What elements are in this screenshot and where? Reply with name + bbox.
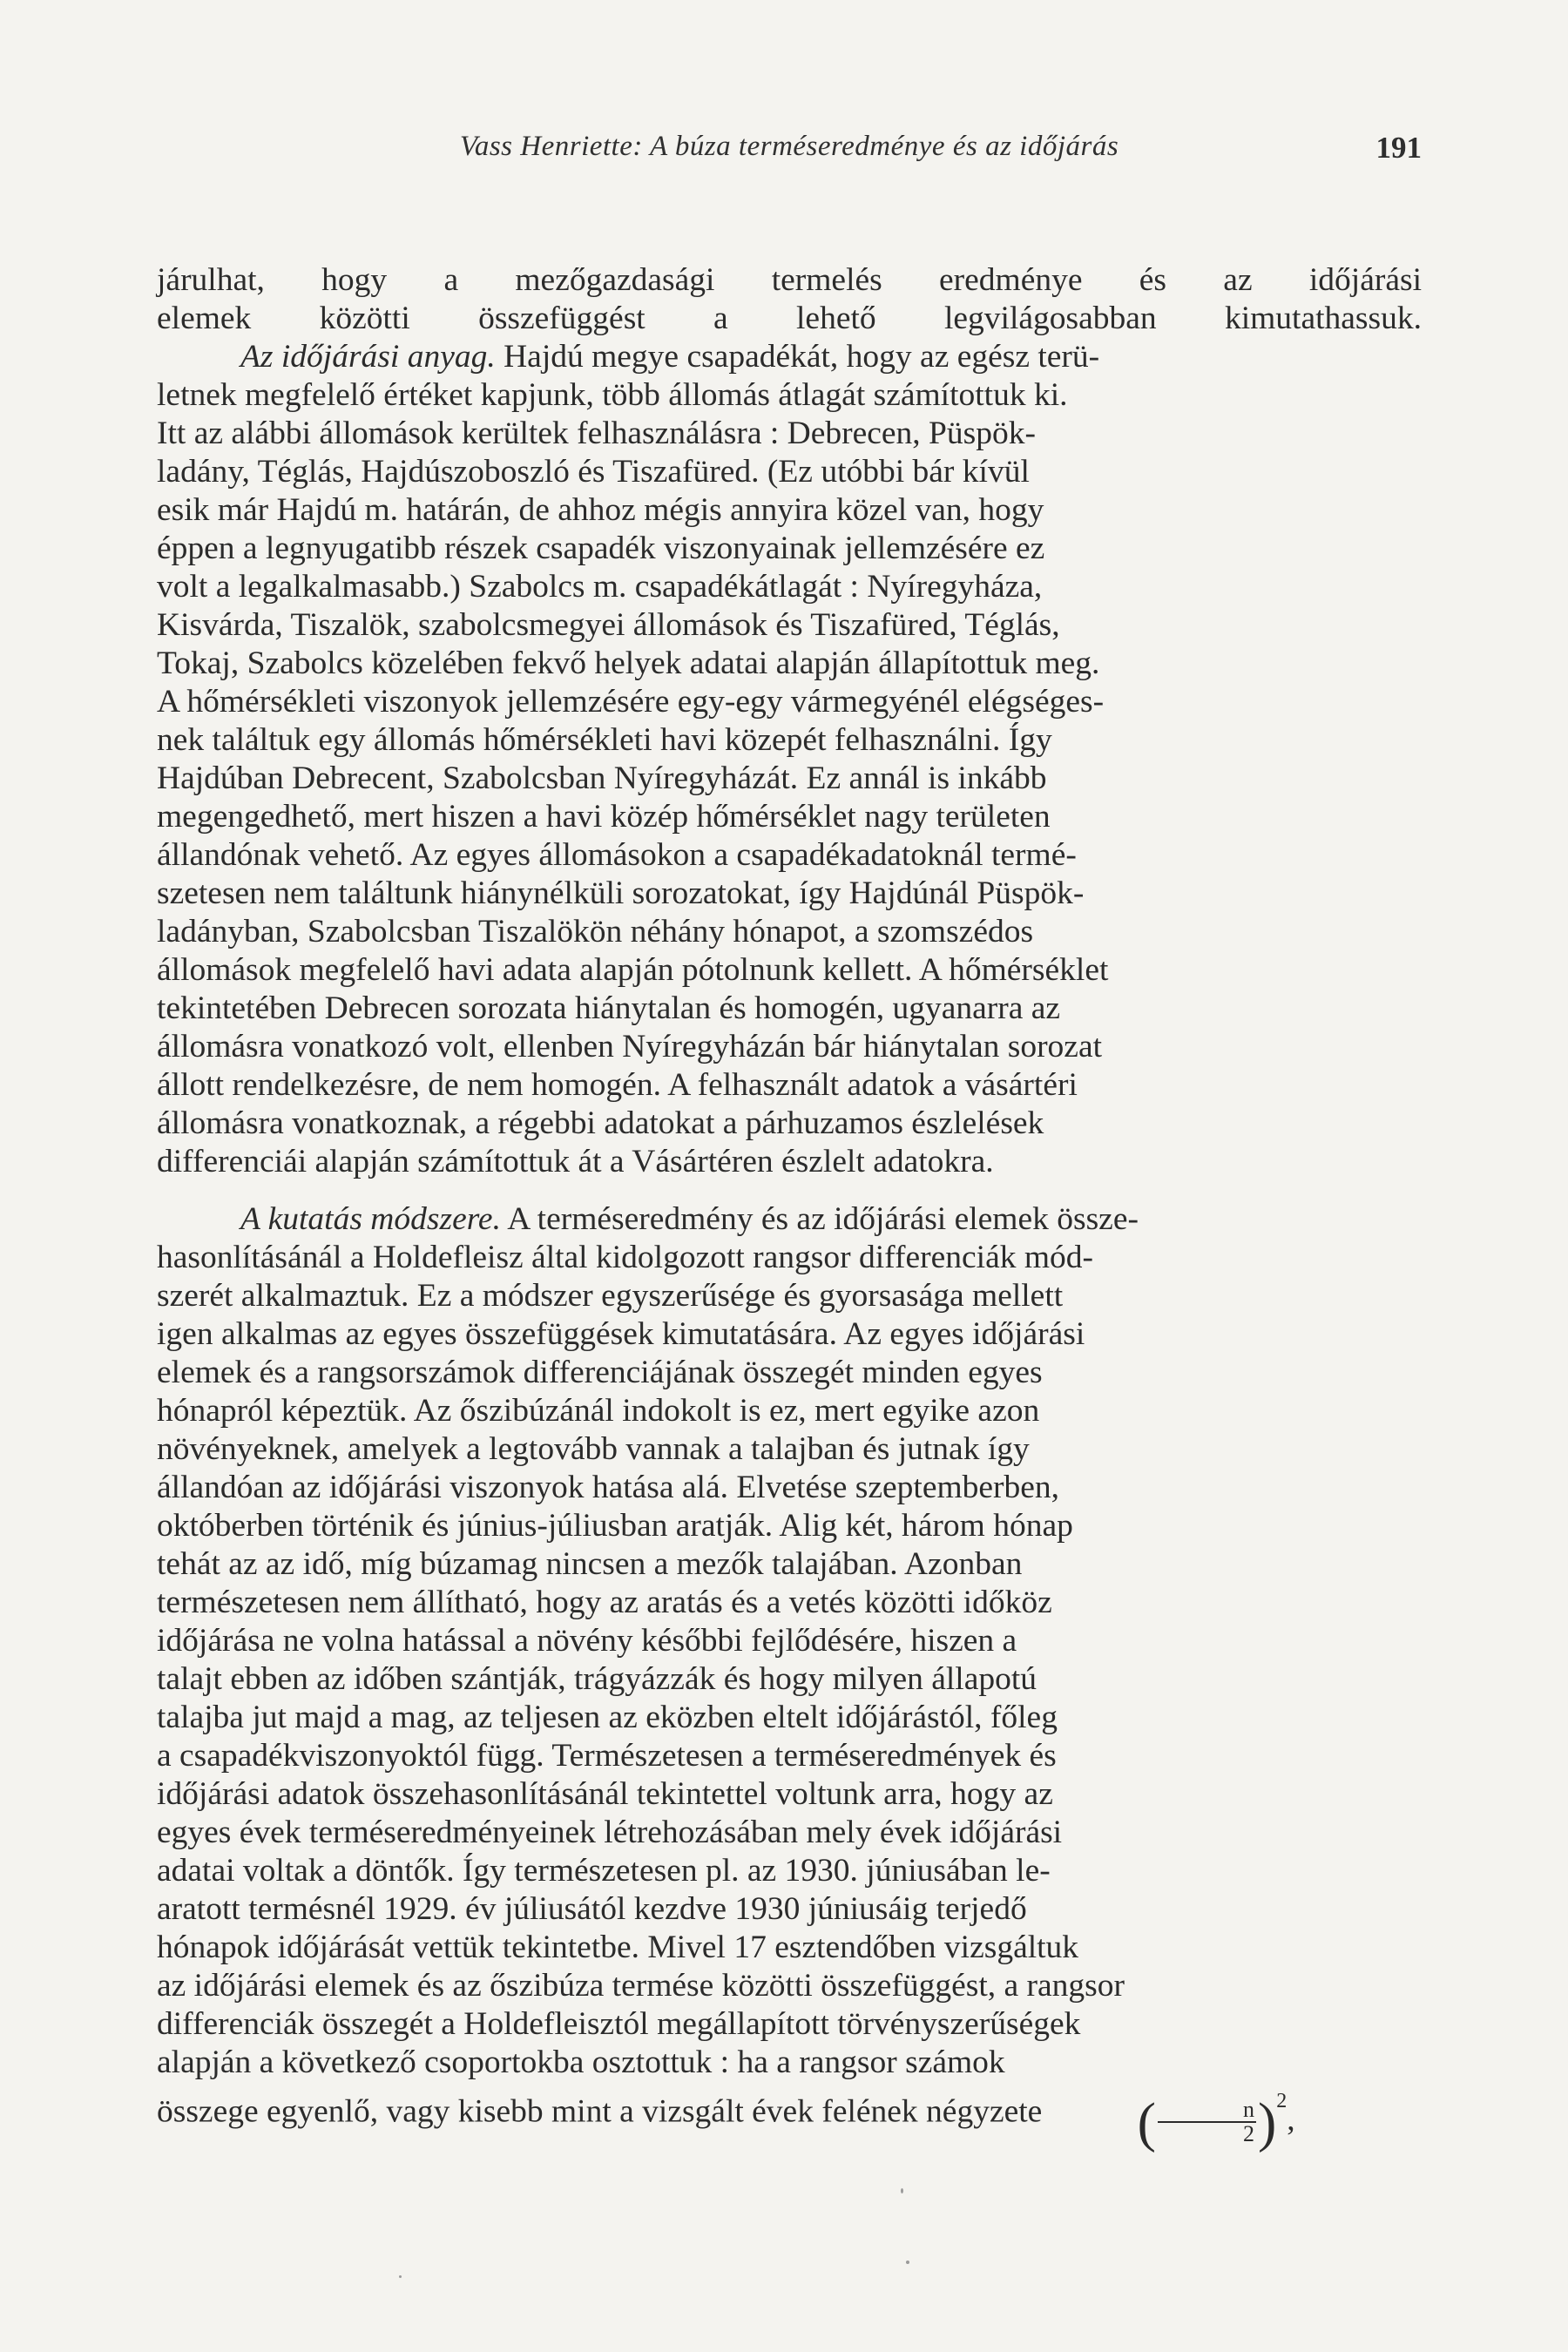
formula-open-paren: (	[1137, 2091, 1156, 2153]
text-line: hasonlításánál a Holdefleisz által kidolgozott rangsor differenciák mód-	[157, 1240, 1093, 1275]
text-line: tekintetében Debrecen sorozata hiánytalan és homogén, ugyanarra az	[157, 990, 1061, 1026]
text-line: alapján a következő csoportokba osztottuk : ha a rangsor számok	[157, 2044, 1005, 2080]
text-line: természetesen nem állítható, hogy az aratás és a vetés közötti időköz	[157, 1585, 1052, 1620]
text-line: A hőmérsékleti viszonyok jellemzésére egy-egy vármegyénél elégséges-	[157, 684, 1105, 720]
text-line: Kisvárda, Tiszalök, szabolcsmegyei állomások és Tiszafüred, Téglás,	[157, 607, 1060, 643]
text-line: letnek megfelelő értéket kapjunk, több állomás átlagát számítottuk ki.	[157, 377, 1068, 413]
text-line: a csapadékviszonyoktól függ. Természetesen a terméseredmények és	[157, 1738, 1057, 1774]
text-line: Tokaj, Szabolcs közelében fekvő helyek adatai alapján állapítottuk meg.	[157, 645, 1100, 681]
text-line: nek találtuk egy állomás hőmérsékleti havi közepét felhasználni. Így	[157, 722, 1052, 758]
text-line: talajt ebben az időben szántják, trágyázzák és hogy milyen állapotú	[157, 1661, 1037, 1697]
page-number: 191	[1375, 131, 1422, 165]
text-line: egyes évek terméseredményeinek létrehozásában mely évek időjárási	[157, 1815, 1063, 1850]
text-line: ladány, Téglás, Hajdúszoboszló és Tiszafüred. (Ez utóbbi bár kívül	[157, 454, 1030, 490]
paragraph-research-method	[157, 1200, 1422, 2153]
text-line: állomásra vonatkoznak, a régebbi adatokat a párhuzamos észlelések	[157, 1105, 1044, 1141]
text-line: hónapról képeztük. Az őszibúzánál indokolt is ez, mert egyike azon	[157, 1393, 1040, 1429]
text-line: az időjárási elemek és az őszibúza termése közötti összefüggést, a rangsor	[157, 1968, 1125, 2004]
body-text	[157, 261, 1422, 2153]
text-line: esik már Hajdú m. határán, de ahhoz mégis annyira közel van, hogy	[157, 492, 1044, 528]
text-line: növényeknek, amelyek a legtovább vannak a talajban és jutnak így	[157, 1431, 1030, 1467]
paragraph-continuation	[157, 261, 1422, 338]
section-lead-in: A kutatás módszere.	[240, 1201, 501, 1237]
text-line: Itt az alábbi állomások kerültek felhasználásra : Debrecen, Püspök-	[157, 416, 1036, 451]
text-line: tehát az az idő, míg búzamag nincsen a mezők talajában. Azonban	[157, 1546, 1023, 1582]
formula-exponent: 2	[1276, 2090, 1288, 2112]
paragraph-gap	[157, 1181, 1422, 1200]
text-line: adatai voltak a döntők. Így természetesen pl. az 1930. júniusában le-	[157, 1853, 1051, 1889]
text-line: állandóan az időjárási viszonyok hatása alá. Elvetése szeptemberben,	[157, 1470, 1060, 1505]
formula-numerator: n	[1158, 2099, 1256, 2123]
paper-speck	[399, 2275, 402, 2278]
text-line: aratott termésnél 1929. év júliusától kezdve 1930 júniusáig terjedő	[157, 1891, 1027, 1927]
text-line: összege egyenlő, vagy kisebb mint a vizsgált évek felének négyzete	[157, 2093, 1043, 2130]
text-line: talajba jut majd a mag, az teljesen az eközben eltelt időjárástól, főleg	[157, 1700, 1058, 1735]
text-line: időjárási adatok összehasonlításánál tekintettel voltunk arra, hogy az	[157, 1776, 1053, 1812]
text-line: Hajdú megye csapadékát, hogy az egész terü-	[495, 339, 1100, 375]
text-line: októberben történik és június-júliusban aratják. Alig két, három hónap	[157, 1508, 1073, 1544]
formula-fraction	[1158, 2099, 1256, 2146]
section-lead-in: Az időjárási anyag.	[240, 339, 496, 375]
text-line: járulhat, hogy a mezőgazdasági termelés eredménye és az időjárási	[157, 262, 1422, 298]
text-line: igen alkalmas az egyes összefüggések kimutatására. Az egyes időjárási	[157, 1316, 1085, 1352]
text-line: differenciái alapján számítottuk át a Vásártéren észlelt adatokra.	[157, 1144, 994, 1179]
text-line: ladányban, Szabolcsban Tiszalökön néhány hónapot, a szomszédos	[157, 914, 1034, 950]
formula-n-half-squared	[1054, 2082, 1295, 2153]
text-line: megengedhető, mert hiszen a havi közép hőmérséklet nagy területen	[157, 799, 1051, 835]
text-line: volt a legalkalmasabb.) Szabolcs m. csapadékátlagát : Nyíregyháza,	[157, 569, 1043, 605]
formula-close-paren: )	[1257, 2091, 1277, 2153]
formula-trailing-punct: ,	[1287, 2102, 1295, 2138]
text-line: Hajdúban Debrecent, Szabolcsban Nyíregyházát. Ez annál is inkább	[157, 760, 1047, 796]
running-head	[157, 131, 1422, 183]
text-line: differenciák összegét a Holdefleisztól megállapított törvényszerűségek	[157, 2006, 1081, 2042]
text-line: állandónak vehető. Az egyes állomásokon a csapadékadatoknál termé-	[157, 837, 1077, 873]
text-line: hónapok időjárását vettük tekintetbe. Mivel 17 esztendőben vizsgáltuk	[157, 1930, 1079, 1965]
text-line: szetesen nem találtunk hiánynélküli sorozatokat, így Hajdúnál Püspök-	[157, 875, 1085, 911]
running-title: Vass Henriette: A búza terméseredménye és az időjárás	[459, 131, 1119, 162]
text-line: állott rendelkezésre, de nem homogén. A felhasznált adatok a vásártéri	[157, 1067, 1078, 1103]
text-line: éppen a legnyugatibb részek csapadék viszonyainak jellemzésére ez	[157, 531, 1045, 566]
text-line: időjárása ne volna hatással a növény későbbi fejlődésére, hiszen a	[157, 1623, 1017, 1659]
formula-denominator: 2	[1242, 2121, 1254, 2147]
text-line: állomások megfelelő havi adata alapján pótolnunk kellett. A hőmérséklet	[157, 952, 1109, 988]
text-line: állomásra vonatkozó volt, ellenben Nyíregyházán bár hiánytalan sorozat	[157, 1029, 1103, 1064]
text-line: szerét alkalmaztuk. Ez a módszer egyszerűsége és gyorsasága mellett	[157, 1278, 1064, 1314]
paragraph-weather-data	[157, 338, 1422, 1181]
paper-speck	[906, 2261, 909, 2264]
text-line: elemek és a rangsorszámok differenciájának összegét minden egyes	[157, 1355, 1043, 1390]
text-line: elemek közötti összefüggést a lehető legvilágosabban kimutathassuk.	[157, 301, 1422, 336]
text-line: A terméseredmény és az időjárási elemek össze-	[500, 1201, 1139, 1237]
paper-speck	[901, 2188, 903, 2193]
